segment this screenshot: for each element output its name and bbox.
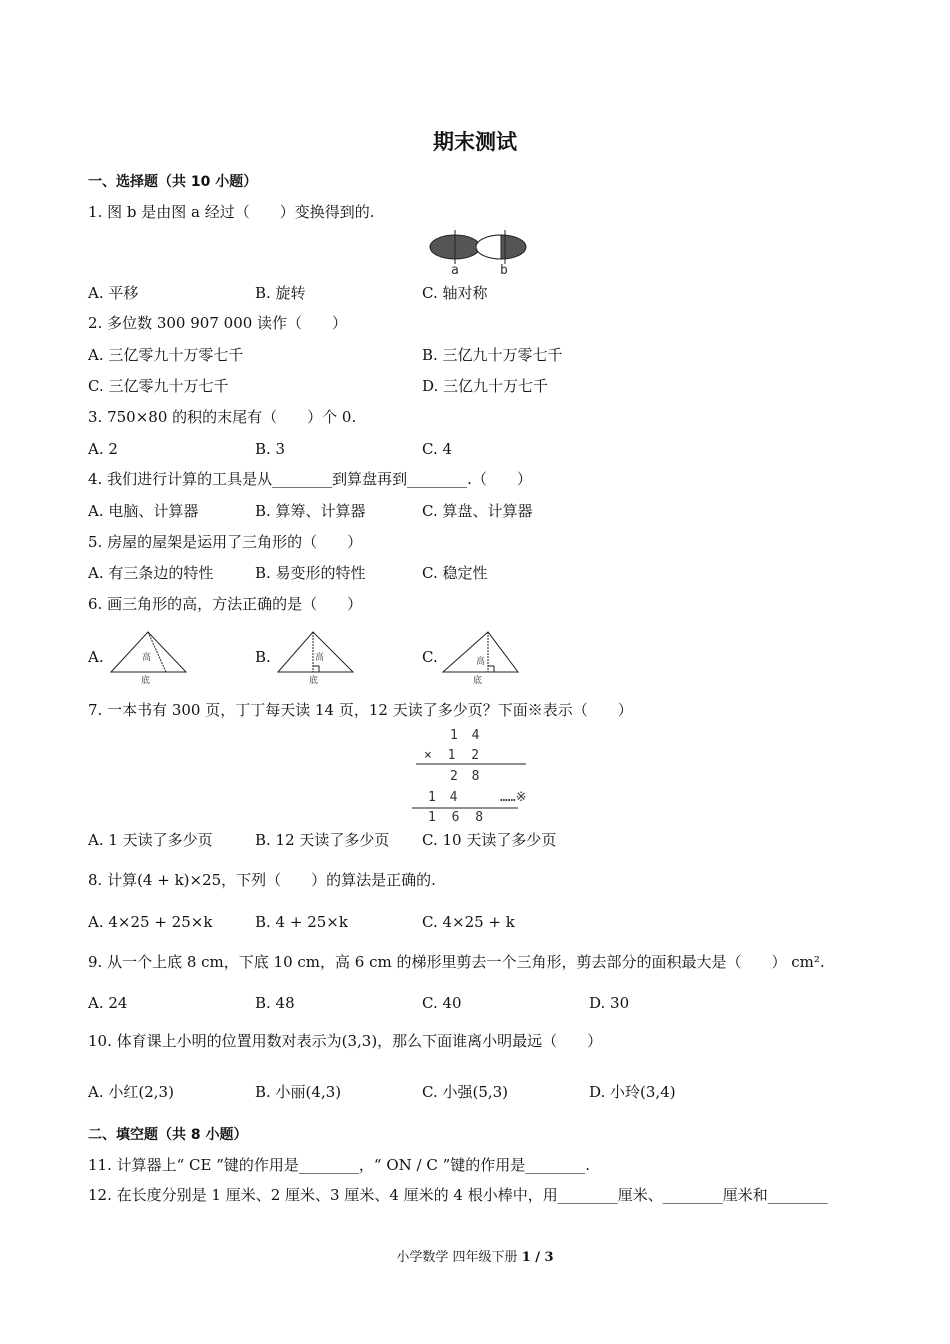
question-12: 12. 在长度分别是 1 厘米、2 厘米、3 厘米、4 厘米的 4 根小棒中，用________厘米、________厘米和________ xyxy=(88,1186,828,1204)
option-8a: A. 4×25 + 25×k xyxy=(88,913,213,931)
height-label-b: 高 xyxy=(315,653,325,663)
page-title: 期末测试 xyxy=(433,130,517,154)
calc-row-2: × 1 2 xyxy=(424,748,480,763)
height-label-c: 高 xyxy=(476,657,486,667)
figure-label-b: b xyxy=(500,263,508,278)
option-4b: B. 算筹、计算器 xyxy=(255,502,366,520)
question-8: 8. 计算(4 + k)×25，下列（ ）的算法是正确的. xyxy=(88,871,436,889)
question-1: 1. 图 b 是由图 a 经过（ ）变换得到的. xyxy=(88,203,375,221)
option-1a: A. 平移 xyxy=(88,284,139,302)
question-5: 5. 房屋的屋架是运用了三角形的（ ） xyxy=(88,533,363,551)
question-11: 11. 计算器上“ CE ”键的作用是________，“ ON / C ”键的作用是________. xyxy=(88,1156,591,1174)
option-1c: C. 轴对称 xyxy=(422,284,488,302)
option-4c: C. 算盘、计算器 xyxy=(422,502,533,520)
option-6a: A. xyxy=(88,648,104,666)
option-3b: B. 3 xyxy=(255,440,286,458)
option-6c: C. xyxy=(422,648,438,666)
ellipse-figure xyxy=(428,228,528,276)
calc-row-1: 1 4 xyxy=(450,728,480,743)
calc-marker-note: ……※ xyxy=(500,790,527,805)
calc-row-3: 2 8 xyxy=(450,769,480,784)
option-10d: D. 小玲(3,4) xyxy=(589,1083,676,1101)
footer-text: 小学数学 四年级下册 xyxy=(396,1250,522,1265)
section-heading-choice: 一、选择题（共 10 小题） xyxy=(88,174,258,190)
question-9: 9. 从一个上底 8 cm，下底 10 cm，高 6 cm 的梯形里剪去一个三角形，剪去部分的面积最大是（ ） cm². xyxy=(88,953,825,971)
page-number: 1 / 3 xyxy=(521,1250,554,1265)
calc-row-5: 1 6 8 xyxy=(428,810,484,825)
triangle-figure-c xyxy=(440,630,520,674)
option-5b: B. 易变形的特性 xyxy=(255,564,366,582)
question-4: 4. 我们进行计算的工具是从________到算盘再到________.（ ） xyxy=(88,470,532,488)
calc-row-4: 1 4 xyxy=(428,790,458,805)
section-heading-fill: 二、填空题（共 8 小题） xyxy=(88,1127,248,1143)
question-7: 7. 一本书有 300 页，丁丁每天读 14 页，12 天读了多少页？下面※表示（ ） xyxy=(88,701,633,719)
option-7a: A. 1 天读了多少页 xyxy=(88,831,213,849)
option-8c: C. 4×25 + k xyxy=(422,913,515,931)
option-10c: C. 小强(5,3) xyxy=(422,1083,509,1101)
option-2a: A. 三亿零九十万零七千 xyxy=(88,346,244,364)
height-label-a: 高 xyxy=(142,653,152,663)
option-9a: A. 24 xyxy=(88,994,128,1012)
question-3: 3. 750×80 的积的末尾有（ ）个 0. xyxy=(88,408,357,426)
question-2: 2. 多位数 300 907 000 读作（ ） xyxy=(88,314,348,332)
option-2c: C. 三亿零九十万七千 xyxy=(88,377,229,395)
option-2b: B. 三亿九十万零七千 xyxy=(422,346,563,364)
option-4a: A. 电脑、计算器 xyxy=(88,502,199,520)
option-7b: B. 12 天读了多少页 xyxy=(255,831,390,849)
option-2d: D. 三亿九十万七千 xyxy=(422,377,549,395)
base-label-c: 底 xyxy=(473,676,483,686)
option-8b: B. 4 + 25×k xyxy=(255,913,348,931)
calc-rule-1 xyxy=(416,763,528,767)
option-10b: B. 小丽(4,3) xyxy=(255,1083,342,1101)
question-6: 6. 画三角形的高，方法正确的是（ ） xyxy=(88,595,363,613)
option-10a: A. 小红(2,3) xyxy=(88,1083,174,1101)
option-5c: C. 稳定性 xyxy=(422,564,488,582)
option-6b: B. xyxy=(255,648,271,666)
option-7c: C. 10 天读了多少页 xyxy=(422,831,557,849)
page-footer xyxy=(0,1246,950,1265)
question-10: 10. 体育课上小明的位置用数对表示为(3,3)，那么下面谁离小明最远（ ） xyxy=(88,1032,603,1050)
base-label-a: 底 xyxy=(141,676,151,686)
option-3c: C. 4 xyxy=(422,440,453,458)
option-9c: C. 40 xyxy=(422,994,462,1012)
figure-label-a: a xyxy=(451,263,459,278)
option-5a: A. 有三条边的特性 xyxy=(88,564,214,582)
option-3a: A. 2 xyxy=(88,440,118,458)
base-label-b: 底 xyxy=(309,676,319,686)
option-9b: B. 48 xyxy=(255,994,295,1012)
option-9d: D. 30 xyxy=(589,994,630,1012)
option-1b: B. 旋转 xyxy=(255,284,306,302)
